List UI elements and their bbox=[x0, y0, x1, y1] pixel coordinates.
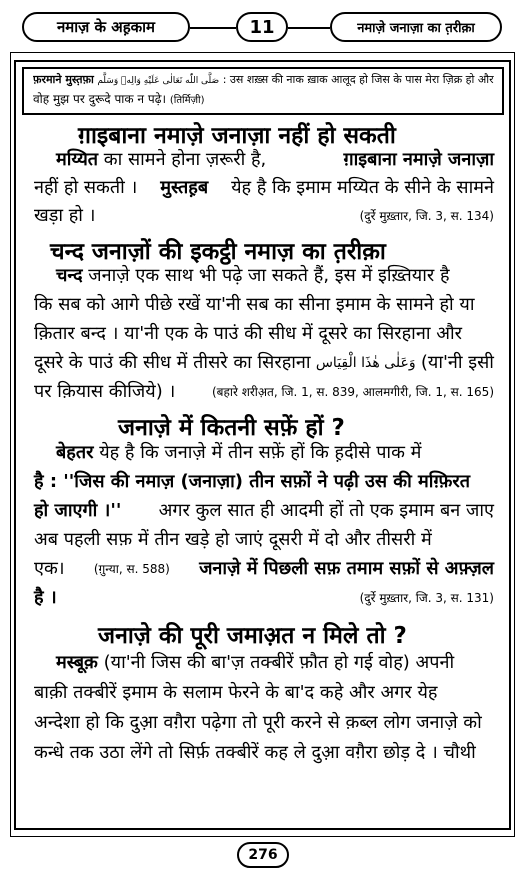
hadith-quote: हो जाएगी ।'' bbox=[34, 500, 122, 521]
text: दूसरे के पाउं की सीध में तीसरे का सिरहाना bbox=[34, 352, 311, 373]
text-line bbox=[34, 469, 494, 495]
section-heading: ग़ाइबाना नमाज़े जनाज़ा नहीं हो सकती bbox=[78, 123, 396, 149]
text: खड़ा हो । bbox=[34, 205, 96, 226]
text-line bbox=[34, 321, 494, 347]
text-line bbox=[34, 203, 494, 229]
hadith-line-1 bbox=[33, 70, 498, 91]
text: अगर कुल सात ही आदमी हों तो एक इमाम बन जाए bbox=[158, 500, 494, 521]
text: पर क़ियास कीजिये) । bbox=[34, 381, 176, 402]
header-rule-left bbox=[190, 27, 236, 29]
reference: (दुर्रे मुख़्तार, जि. 3, स. 131) bbox=[359, 591, 494, 605]
hadith-text: : उस शख़्स की नाक ख़ाक आलूद हो जिस के पास मेरा ज़िक्र हो और bbox=[222, 73, 494, 86]
text: कि सब को आगे पीछे रखें या'नी सब का सीना इमाम के सामने हो या bbox=[34, 294, 475, 315]
text: अब पहली सफ़ में तीन खड़े हो जाएं दूसरी में दो और तीसरी में bbox=[34, 529, 432, 550]
hadith-label: फ़रमाने मुस्त़फ़ा bbox=[33, 73, 94, 86]
text-line bbox=[34, 527, 494, 553]
text: अन्देशा हो कि दुआ़ वग़ैरा पढ़ेगा तो पूरी करने से क़ब्ल लोग जनाज़े को bbox=[34, 712, 482, 733]
text: येह है कि इमाम मय्यित के सीने के सामने bbox=[231, 177, 494, 198]
text: क़ितार बन्द । या'नी एक के पाउं की सीध में दूसरे का सिरहाना और bbox=[34, 323, 462, 344]
reference: (बहारे शरीअ़त, जि. 1, स. 839, आलमगीरी, जि. 1, स. 165) bbox=[211, 385, 494, 399]
bold-term: बेहतर bbox=[56, 442, 94, 463]
text: कन्धे तक उठा लेंगे तो सिर्फ़ तक्बीरें कह ले दुआ़ वग़ैरा छोड़ दे । चौथी bbox=[34, 742, 476, 763]
chapter-title: नमाज़े जनाज़ा का त़रीक़ा bbox=[330, 12, 502, 42]
bold-term: मुस्तह़ब bbox=[160, 177, 209, 198]
text-line bbox=[34, 680, 494, 706]
text-line bbox=[34, 292, 494, 318]
bold-term: मय्यित bbox=[56, 149, 99, 170]
text-line bbox=[34, 585, 494, 611]
text: बाक़ी तक्बीरें इमाम के सलाम फेरने के बा'द कहे और अगर येह bbox=[34, 682, 438, 703]
text: (या'नी जिस की बा'ज़ तक्बीरें फ़ौत हो गई वोह) अपनी bbox=[103, 652, 455, 673]
section-heading: जनाज़े में कितनी सफ़ें हों ? bbox=[118, 415, 345, 441]
bold-term: ग़ाइबाना नमाज़े जनाज़ा bbox=[343, 149, 494, 170]
section-heading: चन्द जनाज़ों की इकट्ठी नमाज़ का त़रीक़ा bbox=[50, 239, 386, 265]
text-line bbox=[34, 556, 494, 582]
bold-term: चन्द bbox=[56, 265, 83, 286]
bold-term: है । bbox=[34, 587, 57, 608]
text-line bbox=[34, 175, 494, 201]
bold-term: जनाज़े में पिछली सफ़ तमाम सफ़ों से अफ़्ज़ल bbox=[199, 558, 494, 579]
header-rule-right bbox=[288, 27, 330, 29]
hadith-text-2: वोह मुझ पर दुरूदे पाक न पढ़े। bbox=[33, 92, 166, 106]
page-number: 11 bbox=[236, 12, 288, 42]
text-line bbox=[34, 350, 494, 376]
hadith-line-2 bbox=[33, 90, 498, 110]
text-line bbox=[34, 710, 494, 736]
hadith-salutation: صَلَّى اللّٰه تَعَالٰى عَلَيْهِ وَالِهٖ وَسَلَّم bbox=[97, 76, 220, 86]
text: एक। bbox=[34, 558, 65, 579]
text-line bbox=[34, 650, 494, 676]
text-line bbox=[34, 263, 494, 289]
arabic-phrase: وَعَلٰى هٰذَا الْقِيَاس bbox=[315, 355, 416, 371]
text: येह है कि जनाज़े में तीन सफ़ें हों कि ह़दीसे पाक में bbox=[99, 442, 422, 463]
reference: (दुर्रे मुख़्तार, जि. 3, स. 134) bbox=[359, 209, 494, 223]
section-heading: जनाज़े की पूरी जमाअ़त न मिले तो ? bbox=[98, 623, 407, 649]
text-line bbox=[34, 147, 494, 173]
text: जनाज़े एक साथ भी पढ़े जा सकते हैं, इस में इख़्तियार है bbox=[88, 265, 450, 286]
text: (या'नी इसी bbox=[420, 352, 494, 373]
bold-term: मस्बूक़ bbox=[56, 652, 98, 673]
text-line bbox=[34, 379, 494, 405]
reference: (ग़ुन्या, स. 588) bbox=[93, 562, 170, 576]
text-line bbox=[34, 740, 494, 766]
text-line bbox=[34, 440, 494, 466]
footer-page-number: 276 bbox=[237, 842, 289, 868]
hadith-quote: है : ''जिस की नमाज़ (जनाज़ा) तीन सफ़ों ने पढ़ी उस की मग़्फ़िरत bbox=[34, 471, 471, 492]
text-line bbox=[34, 498, 494, 524]
text: का सामने होना ज़रूरी है, bbox=[103, 149, 267, 170]
hadith-ref: (तिर्मिज़ी) bbox=[169, 95, 205, 106]
book-title: नमाज़ के अह़काम bbox=[22, 12, 190, 42]
text: नहीं हो सकती । bbox=[34, 177, 138, 198]
